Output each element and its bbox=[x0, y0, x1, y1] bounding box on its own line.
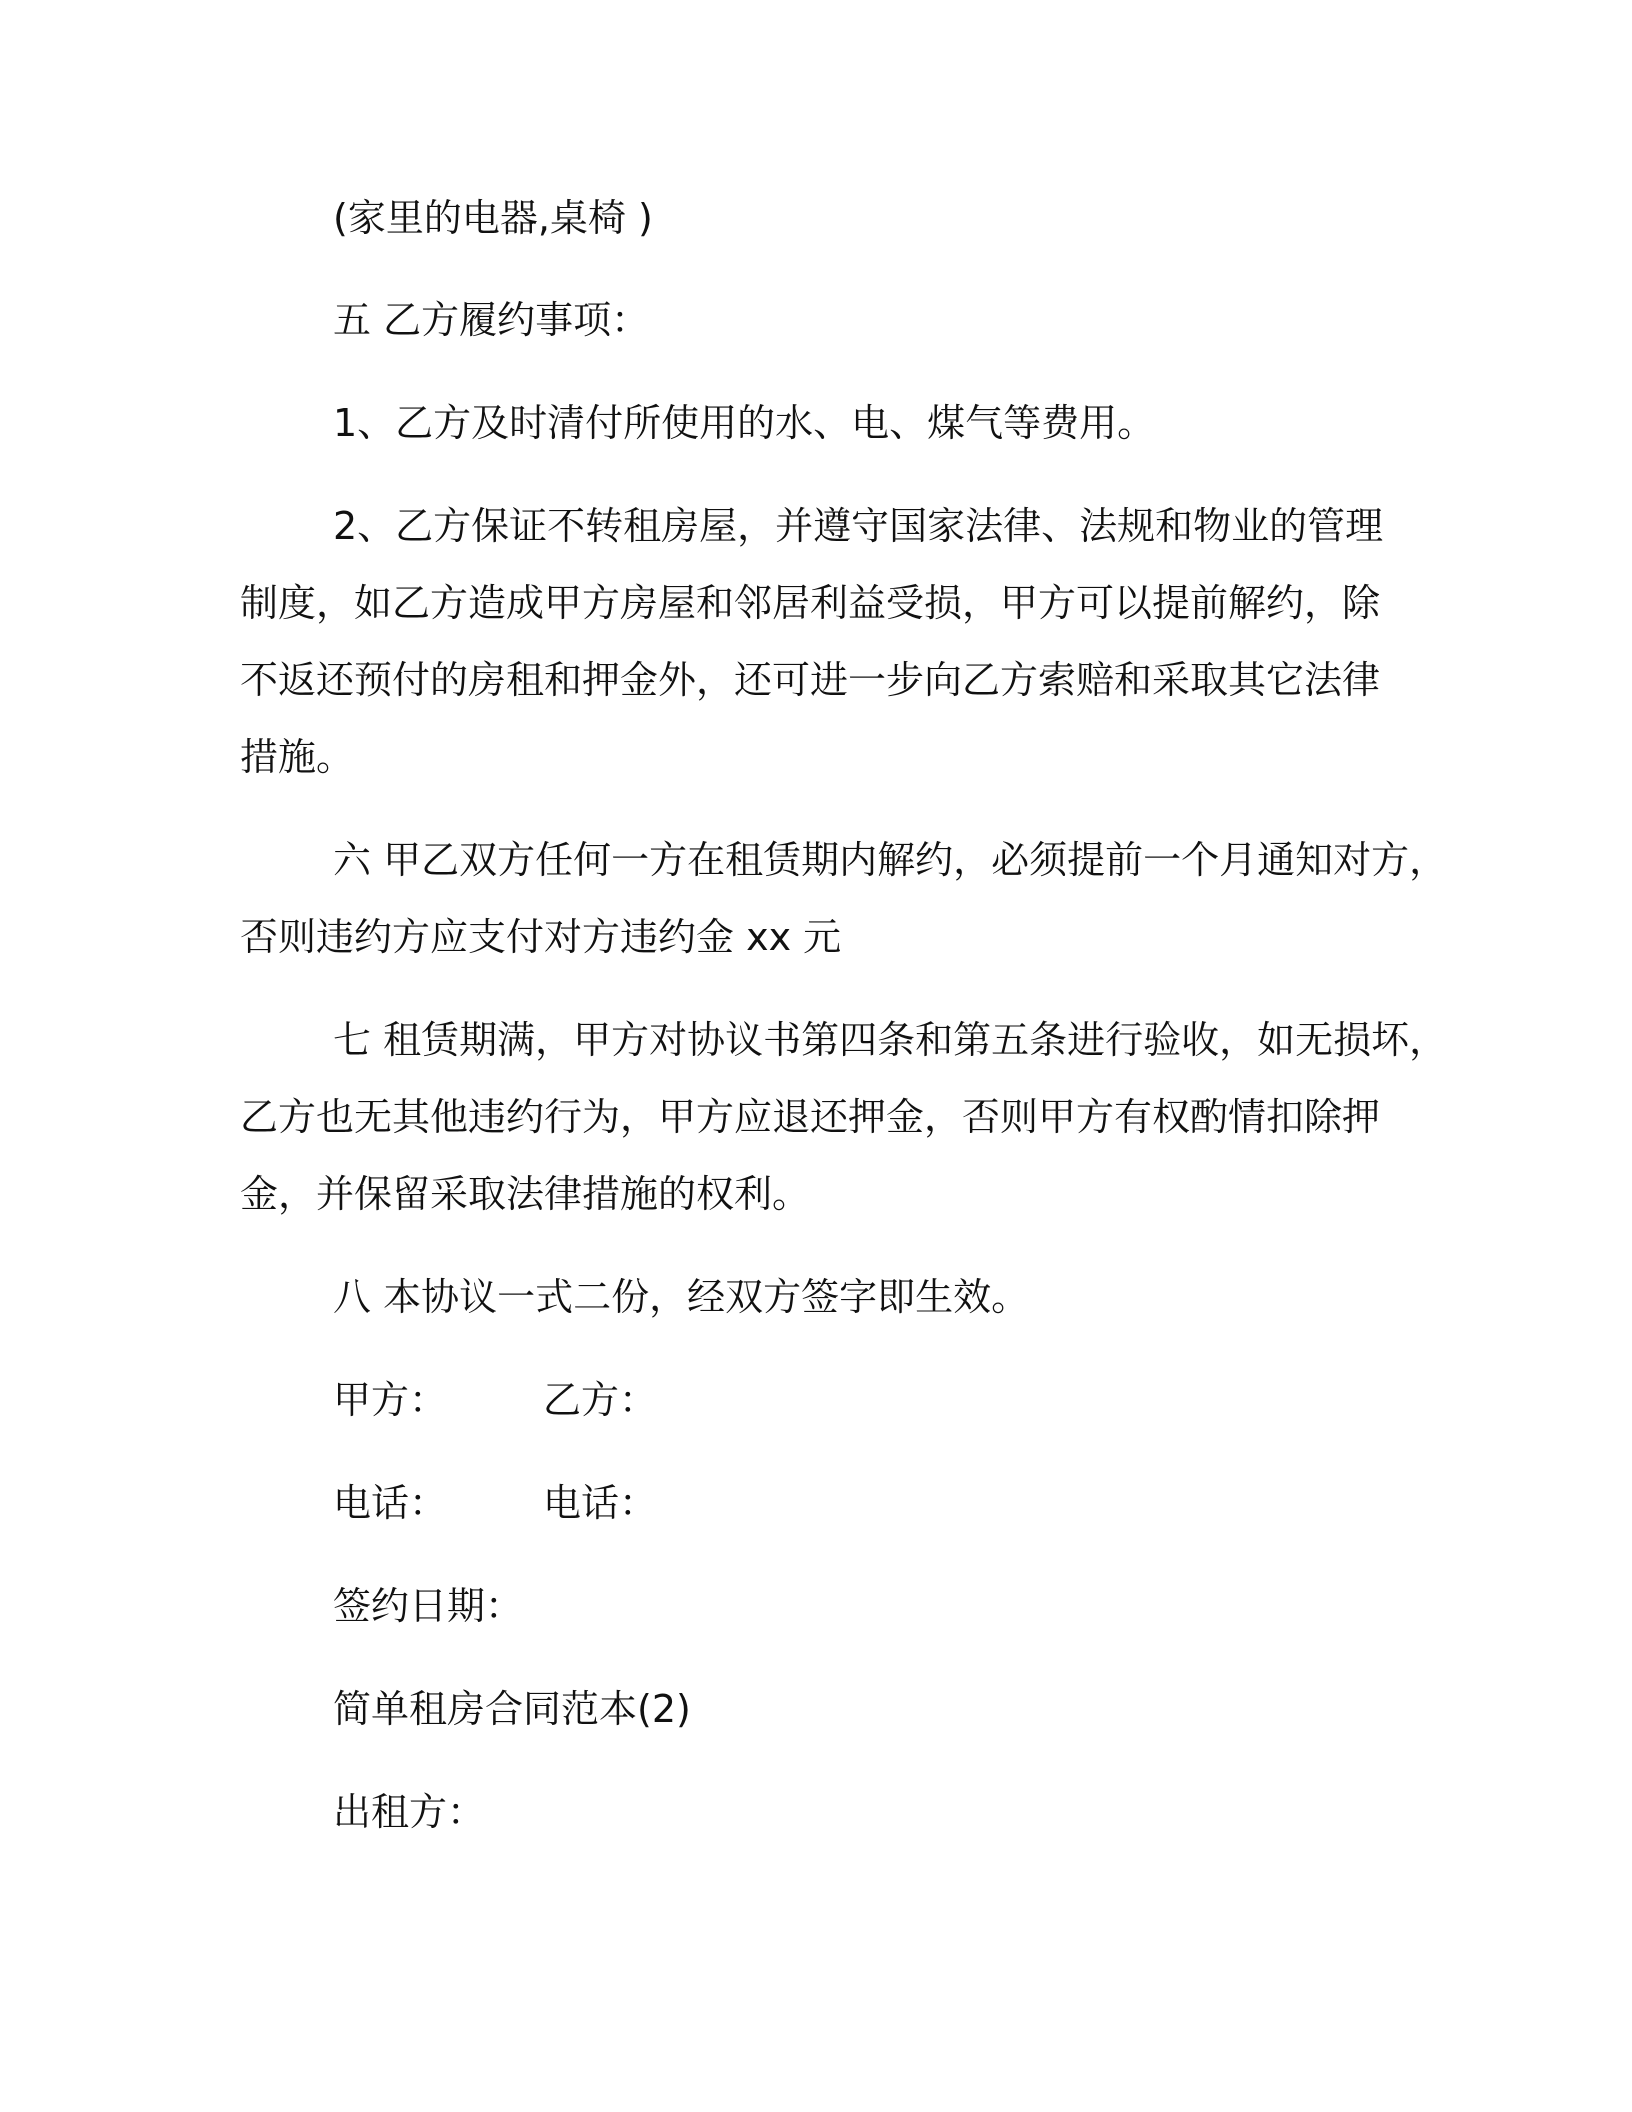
doc-line-item-2: 2、乙方保证不转租房屋，并遵守国家法律、法规和物业的管理 bbox=[333, 504, 1384, 548]
lessor-label: 出租方： bbox=[333, 1790, 486, 1834]
doc-line-section-7: 七 租赁期满，甲方对协议书第四条和第五条进行验收，如无损坏， bbox=[333, 1018, 1448, 1062]
doc-line-item-2-cont-2: 不返还预付的房租和押金外，还可进一步向乙方索赔和采取其它法律 bbox=[240, 658, 1381, 702]
signature-phones-row bbox=[333, 1480, 657, 1526]
doc-line-item-2-cont-3: 措施。 bbox=[240, 735, 355, 779]
doc-line-item-1: 1、乙方及时清付所使用的水、电、煤气等费用。 bbox=[333, 401, 1156, 445]
doc-line-section-7-cont-1: 乙方也无其他违约行为，甲方应退还押金，否则甲方有权酌情扣除押 bbox=[240, 1095, 1381, 1139]
phone-b-label: 电话： bbox=[543, 1481, 658, 1525]
doc-line-furniture-note: (家里的电器,桌椅 ) bbox=[333, 196, 653, 240]
next-contract-title: 简单租房合同范本(2) bbox=[333, 1687, 691, 1731]
phone-a-label: 电话： bbox=[333, 1481, 448, 1525]
signature-parties-row bbox=[333, 1377, 657, 1423]
doc-line-item-2-cont-1: 制度，如乙方造成甲方房屋和邻居利益受损，甲方可以提前解约，除 bbox=[240, 581, 1381, 625]
doc-line-section-6-cont: 否则违约方应支付对方违约金 xx 元 bbox=[240, 915, 842, 959]
party-a-label: 甲方： bbox=[333, 1378, 448, 1422]
doc-line-section-8: 八 本协议一式二份，经双方签字即生效。 bbox=[333, 1275, 1030, 1319]
doc-heading-section-5: 五 乙方履约事项： bbox=[333, 298, 650, 342]
party-b-label: 乙方： bbox=[543, 1378, 658, 1422]
doc-line-section-6: 六 甲乙双方任何一方在租赁期内解约，必须提前一个月通知对方， bbox=[333, 838, 1448, 882]
doc-line-section-7-cont-2: 金，并保留采取法律措施的权利。 bbox=[240, 1172, 811, 1216]
sign-date-label: 签约日期： bbox=[333, 1584, 524, 1628]
